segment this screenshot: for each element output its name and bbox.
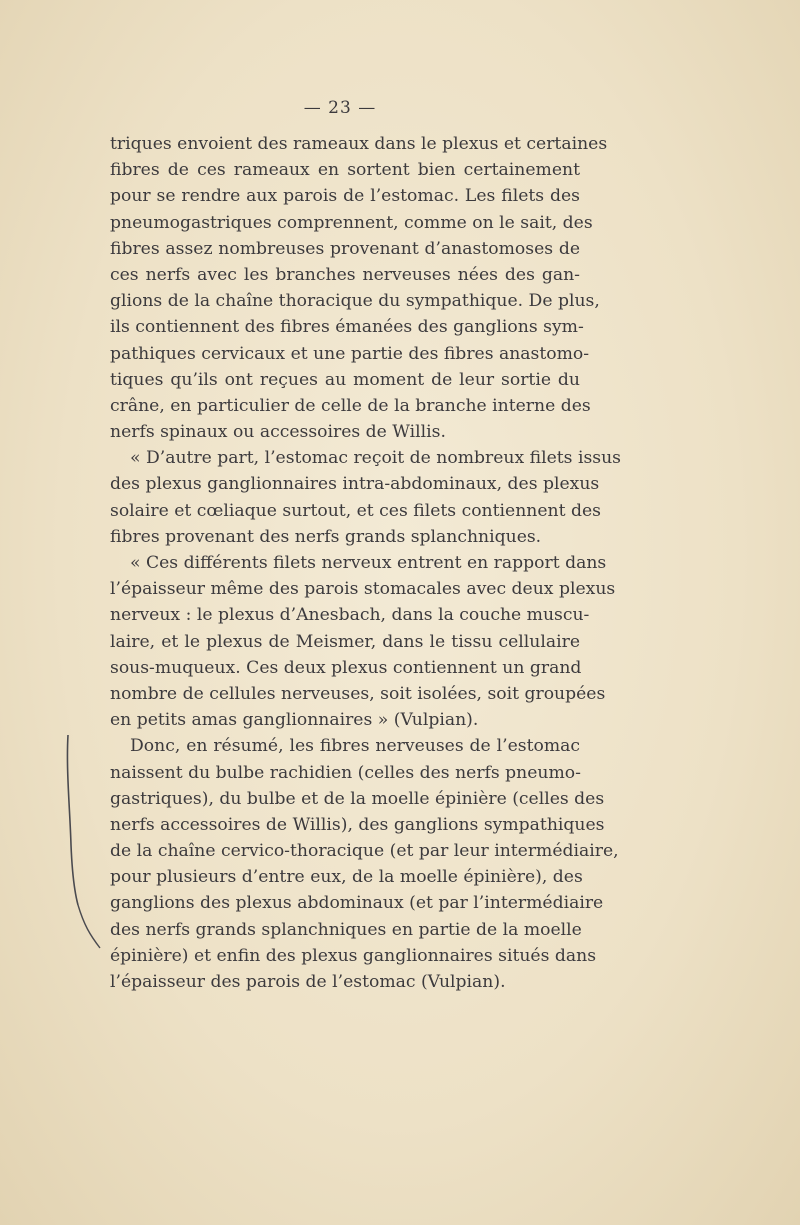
margin-pencil-mark — [56, 730, 106, 960]
text-line: de la chaîne cervico-thoracique (et par leur intermédiaire, — [110, 841, 619, 862]
text-line: nerveux : le plexus d’Anesbach, dans la couche muscu- — [110, 605, 590, 626]
text-line: tiques qu’ils ont reçues au moment de leur sortie du — [110, 369, 580, 390]
text-line: nombre de cellules nerveuses, soit isolées, soit groupées — [110, 683, 606, 704]
text-line: ces nerfs avec les branches nerveuses nées des gan- — [110, 264, 580, 285]
text-line: naissent du bulbe rachidien (celles des nerfs pneumo- — [110, 762, 581, 783]
text-line: l’épaisseur même des parois stomacales avec deux plexus — [110, 579, 616, 600]
body-text — [110, 131, 621, 995]
text-line: pneumogastriques comprennent, comme on le sait, des — [110, 212, 593, 233]
text-line: fibres provenant des nerfs grands splanchniques. — [110, 526, 542, 547]
page-number: — 23 — — [303, 98, 377, 118]
text-line: pour se rendre aux parois de l’estomac. Les filets des — [110, 186, 580, 207]
text-line: sous-muqueux. Ces deux plexus contiennent un grand — [110, 657, 582, 678]
text-line: fibres de ces rameaux en sortent bien certainement — [110, 160, 580, 181]
text-line: en petits amas ganglionnaires » (Vulpian). — [110, 710, 479, 731]
text-line: triques envoient des rameaux dans le plexus et certaines — [110, 134, 608, 154]
text-line: laire, et le plexus de Meismer, dans le tissu cellulaire — [110, 631, 580, 652]
text-line: solaire et cœliaque surtout, et ces filets contiennent des — [110, 500, 601, 521]
text-line: pour plusieurs d’entre eux, de la moelle épinière), des — [110, 867, 583, 888]
text-line: nerfs accessoires de Willis), des ganglions sympathiques — [110, 814, 605, 835]
text-line: crâne, en particulier de celle de la branche interne des — [110, 395, 591, 416]
text-line: Donc, en résumé, les fibres nerveuses de l’estomac — [130, 736, 580, 757]
text-line: fibres assez nombreuses provenant d’anastomoses de — [110, 238, 580, 259]
text-line: des plexus ganglionnaires intra-abdominaux, des plexus — [110, 474, 600, 495]
text-line: ils contiennent des fibres émanées des ganglions sym- — [110, 317, 584, 338]
text-line: l’épaisseur des parois de l’estomac (Vulpian). — [110, 972, 506, 992]
text-line: « Ces différents filets nerveux entrent en rapport dans — [130, 553, 607, 573]
text-line: « D’autre part, l’estomac reçoit de nombreux filets issus — [130, 448, 621, 469]
text-line: nerfs spinaux ou accessoires de Willis. — [110, 422, 446, 443]
text-line: épinière) et enfin des plexus ganglionnaires situés dans — [110, 945, 597, 966]
text-line: gastriques), du bulbe et de la moelle épinière (celles des — [110, 788, 605, 809]
text-line: glions de la chaîne thoracique du sympathique. De plus, — [110, 291, 600, 312]
text-line: des nerfs grands splanchniques en partie de la moelle — [110, 919, 582, 940]
text-line: ganglions des plexus abdominaux (et par l’intermédiaire — [110, 893, 604, 914]
text-line: pathiques cervicaux et une partie des fibres anastomo- — [110, 343, 590, 364]
